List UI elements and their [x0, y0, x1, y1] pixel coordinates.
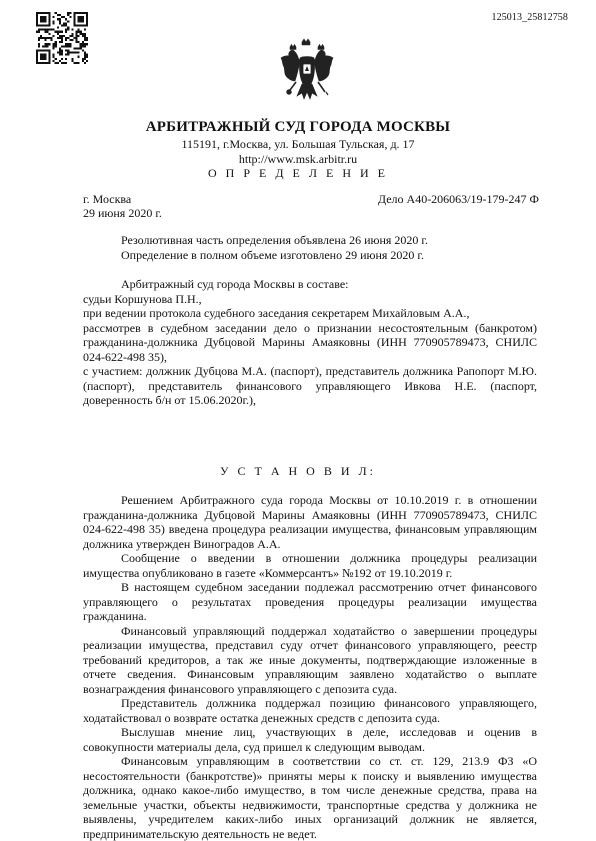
composition-paragraph: рассмотрев в судебном заседании дело о признании несостоятельным (банкротом) гражданина-должника Дубцовой Марины Амаяковны (ИНН 770905789473, СНИЛС 024-622-498 35), [83, 320, 537, 364]
body-paragraph: Финансовый управляющий поддержал ходатайство о завершении процедуры реализации имущества, представил суду отчет финансового управляющего, реестр требований кредиторов, а так же иные документы, подтверждающие изложенные в отчете сведения. Финансовым управляющим заявлено ходатайство о выплате вознаграждения финансового управляющего с депозита суда. [83, 623, 537, 696]
body-paragraph: Представитель должника поддержал позицию финансового управляющего, ходатайствовал о возврате остатка денежных средств с депозита суда. [83, 696, 537, 725]
court-address: 115191, г.Москва, ул. Большая Тульская, д. 17 [181, 137, 415, 151]
qr-code-image [36, 12, 88, 64]
body-paragraph: Выслушав мнение лиц, участвующих в деле, исследовав и оценив в совокупности материалы дела, суд пришел к следующим выводам. [83, 725, 537, 754]
intro-paragraph: Резолютивная часть определения объявлена 26 июня 2020 г. [121, 233, 428, 247]
case-number: Дело А40-206063/19-179-247 Ф [377, 192, 539, 206]
established-heading: У С Т А Н О В И Л: [220, 464, 376, 478]
intro-paragraph: Определение в полном объеме изготовлено 29 июня 2020 г. [121, 247, 424, 262]
court-website-link[interactable]: http://www.msk.arbitr.ru [238, 152, 358, 166]
document-city: г. Москва [83, 192, 132, 206]
court-name: АРБИТРАЖНЫЙ СУД ГОРОДА МОСКВЫ [145, 119, 451, 135]
court-composition-block [83, 277, 537, 408]
document-date: 29 июня 2020 г. [83, 206, 162, 220]
intro-block [83, 233, 537, 262]
coat-of-arms-emblem [280, 38, 334, 106]
composition-paragraph: судьи Коршунова П.Н., [83, 291, 202, 306]
document-type-heading: О П Р Е Д Е Л Е Н И Е [208, 166, 388, 180]
body-paragraph: Сообщение о введении в отношении должника процедуры реализации имущества опубликовано в газете «Коммерсантъ» №192 от 19.10.2019 г. [83, 551, 537, 580]
composition-paragraph: с участием: должник Дубцова М.А. (паспорт), представитель должника Рапопорт М.Ю. (паспорт), представитель финансового управляющего Ивкова Н.Е. (паспорт, доверенность б/н от 15.06.2020г.), [83, 364, 537, 407]
body-paragraph: Финансовым управляющим в соответствии со ст. ст. 129, 213.9 ФЗ «О несостоятельности (банкротстве)» приняты меры к поиску и выявлению имущества должника, однако какое-либо имущество, в том числе денежные средства, права на земельные участки, объекты недвижимости, транспортные средства у должника не выявлены, учредителем каких-либо иных организаций должник не является, предпринимательскую деятельность не ведет. [83, 754, 537, 841]
body-paragraph: Решением Арбитражного суда города Москвы от 10.10.2019 г. в отношении гражданина-должника Дубцовой Марины Амаяковны (ИНН 770905789473, СНИЛС 024-622-498 35) введена процедура реализации имущества, финансовым управляющим должника утвержден Виноградов А.А. [83, 493, 537, 551]
body-paragraph: В настоящем судебном заседании подлежал рассмотрению отчет финансового управляющего о результатах проведения процедуры реализации имущества гражданина. [83, 580, 537, 623]
composition-paragraph: Арбитражный суд города Москвы в составе: [121, 277, 349, 291]
composition-paragraph: при ведении протокола судебного заседания секретарем Михайловым А.А., [83, 306, 470, 320]
document-id: 125013_25812758 [491, 12, 568, 23]
ruling-body [83, 493, 537, 841]
